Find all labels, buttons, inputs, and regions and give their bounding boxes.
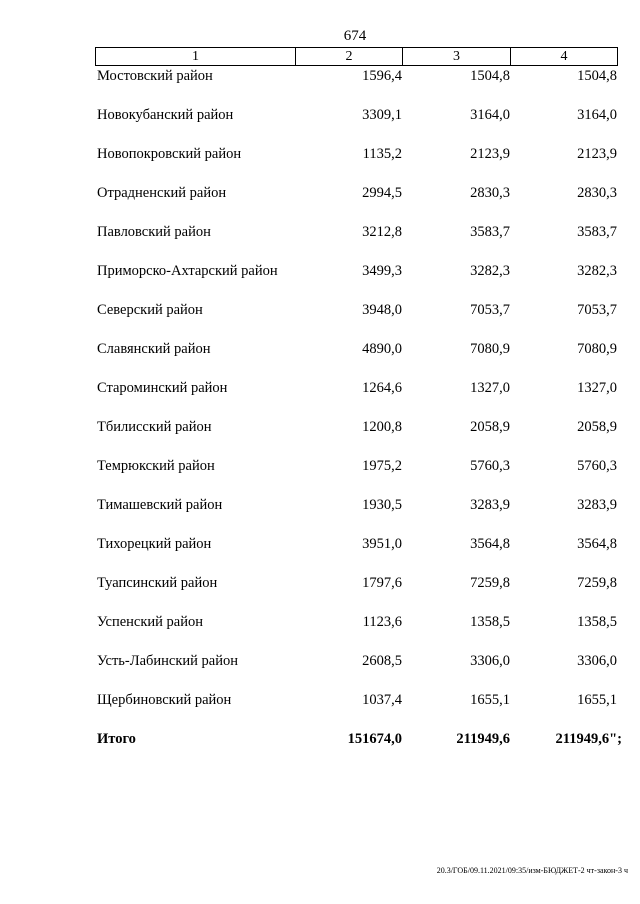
table-row (0, 495, 640, 534)
table-row (0, 105, 640, 144)
value-col-3: 7080,9 (470, 341, 510, 357)
value-col-3: 3564,8 (470, 536, 510, 552)
value-col-3: 7259,8 (470, 575, 510, 591)
value-col-4: 3283,9 (577, 497, 617, 513)
value-col-2: 3951,0 (362, 536, 402, 552)
value-col-3: 2830,3 (470, 185, 510, 201)
value-col-4: 1655,1 (577, 692, 617, 708)
value-col-4: 3282,3 (577, 263, 617, 279)
value-col-4: 2830,3 (577, 185, 617, 201)
value-col-4: 3564,8 (577, 536, 617, 552)
value-col-3: 3283,9 (470, 497, 510, 513)
header-col-2: 2 (296, 48, 403, 65)
value-col-2: 1123,6 (362, 614, 402, 630)
table-row (0, 378, 640, 417)
value-col-4: 1327,0 (577, 380, 617, 396)
district-name: Новокубанский район (97, 107, 234, 123)
value-col-3: 3306,0 (470, 653, 510, 669)
district-name: Успенский район (97, 614, 203, 630)
value-col-2: 2608,5 (362, 653, 402, 669)
district-name: Приморско-Ахтарский район (97, 263, 278, 279)
table-row (0, 339, 640, 378)
value-col-4: 2058,9 (577, 419, 617, 435)
value-col-3: 5760,3 (470, 458, 510, 474)
district-name: Мостовский район (97, 68, 213, 84)
value-col-3: 1358,5 (470, 614, 510, 630)
header-col-3: 3 (403, 48, 511, 65)
value-col-4: 2123,9 (577, 146, 617, 162)
value-col-4: 3306,0 (577, 653, 617, 669)
value-col-3: 2058,9 (470, 419, 510, 435)
value-col-3: 3282,3 (470, 263, 510, 279)
value-col-4: 7259,8 (577, 575, 617, 591)
value-col-4: 1504,8 (577, 68, 617, 84)
value-col-2: 1200,8 (362, 419, 402, 435)
value-col-2: 1037,4 (362, 692, 402, 708)
value-col-4: 1358,5 (577, 614, 617, 630)
table-row (0, 66, 640, 105)
district-name: Тихорецкий район (97, 536, 212, 552)
value-col-3: 2123,9 (470, 146, 510, 162)
value-col-2: 1596,4 (362, 68, 402, 84)
district-name: Темрюкский район (97, 458, 215, 474)
value-col-2: 1797,6 (362, 575, 402, 591)
table-row (0, 144, 640, 183)
total-col-4: 211949,6"; (555, 731, 622, 747)
value-col-2: 4890,0 (362, 341, 402, 357)
table-row (0, 300, 640, 339)
value-col-2: 2994,5 (362, 185, 402, 201)
value-col-3: 3164,0 (470, 107, 510, 123)
value-col-4: 7053,7 (577, 302, 617, 318)
table-row (0, 183, 640, 222)
table-row (0, 573, 640, 612)
district-name: Староминский район (97, 380, 228, 396)
total-row (0, 729, 640, 768)
total-col-2: 151674,0 (347, 731, 402, 747)
district-name: Тбилисский район (97, 419, 212, 435)
header-col-1: 1 (96, 48, 296, 65)
district-name: Отрадненский район (97, 185, 227, 201)
table-row (0, 417, 640, 456)
value-col-3: 7053,7 (470, 302, 510, 318)
value-col-3: 3583,7 (470, 224, 510, 240)
value-col-2: 3309,1 (362, 107, 402, 123)
value-col-2: 1264,6 (362, 380, 402, 396)
table-row (0, 690, 640, 729)
district-name: Щербиновский район (97, 692, 232, 708)
district-name: Павловский район (97, 224, 211, 240)
district-name: Усть-Лабинский район (97, 653, 238, 669)
table-body (0, 66, 640, 768)
value-col-2: 3212,8 (362, 224, 402, 240)
table-row (0, 261, 640, 300)
table-row (0, 651, 640, 690)
value-col-3: 1655,1 (470, 692, 510, 708)
value-col-4: 7080,9 (577, 341, 617, 357)
value-col-2: 3948,0 (362, 302, 402, 318)
value-col-2: 3499,3 (362, 263, 402, 279)
total-label: Итого (97, 731, 136, 747)
value-col-2: 1135,2 (362, 146, 402, 162)
page-number: 674 (343, 28, 367, 44)
value-col-4: 5760,3 (577, 458, 617, 474)
table-row (0, 534, 640, 573)
value-col-2: 1930,5 (362, 497, 402, 513)
district-name: Новопокровский район (97, 146, 242, 162)
district-name: Северский район (97, 302, 203, 318)
district-name: Туапсинский район (97, 575, 218, 591)
value-col-3: 1327,0 (470, 380, 510, 396)
value-col-4: 3583,7 (577, 224, 617, 240)
document-footer-code: 20.3/ГОБ/09.11.2021/09:35/изм-БЮДЖЕТ-2 чт-закон-3 ч (436, 866, 628, 875)
value-col-2: 1975,2 (362, 458, 402, 474)
table-row (0, 456, 640, 495)
header-col-4: 4 (560, 49, 568, 64)
total-col-3: 211949,6 (456, 731, 510, 747)
value-col-3: 1504,8 (470, 68, 510, 84)
table-row (0, 612, 640, 651)
district-name: Тимашевский район (97, 497, 223, 513)
table-row (0, 222, 640, 261)
district-name: Славянский район (97, 341, 211, 357)
table-header (95, 47, 618, 66)
value-col-4: 3164,0 (577, 107, 617, 123)
